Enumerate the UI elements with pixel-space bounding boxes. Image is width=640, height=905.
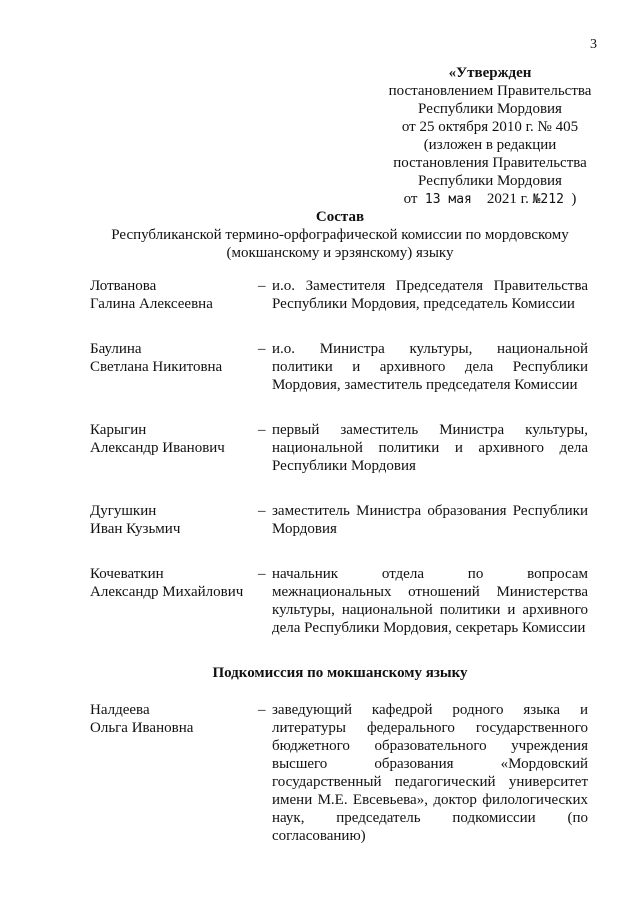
approval-block	[380, 64, 600, 209]
member-given-name: Галина Алексеевна	[90, 296, 213, 312]
member-role: первый заместитель Министра культуры, национальной политики и архивного дела Республики Мордовия	[272, 422, 588, 474]
member-surname: Дугушкин	[90, 503, 157, 519]
member-role: и.о. Министра культуры, национальной политики и архивного дела Республики Мордовия, заместитель председателя Комиссии	[272, 341, 588, 393]
approval-line: постановления Правительства	[393, 155, 587, 171]
dash: –	[258, 503, 266, 519]
member-role: заместитель Министра образования Республики Мордовия	[272, 503, 588, 537]
members-list	[90, 277, 590, 872]
dash: –	[258, 566, 266, 582]
member-name	[90, 502, 258, 538]
member-surname: Лотванова	[90, 278, 157, 294]
date-prefix: от	[403, 191, 418, 207]
approval-title: «Утвержден	[448, 65, 532, 81]
approval-line: от 25 октября 2010 г. № 405	[401, 119, 579, 135]
approval-line: (изложен в редакции	[423, 137, 557, 153]
member-given-name: Александр Михайлович	[90, 584, 244, 600]
approval-date-line	[380, 190, 600, 209]
member-row	[90, 502, 590, 538]
member-surname: Карыгин	[90, 422, 147, 438]
member-name	[90, 421, 258, 475]
heading-subtitle: Республиканской термино-орфографической комиссии по мордовскому	[111, 227, 569, 243]
member-given-name: Ольга Ивановна	[90, 720, 194, 736]
page-number: 3	[590, 37, 597, 52]
member-given-name: Александр Иванович	[90, 440, 225, 456]
member-name	[90, 701, 258, 845]
member-row	[90, 277, 590, 313]
member-name	[90, 340, 258, 394]
document-heading	[90, 208, 590, 262]
date-day-month: 13 мая	[424, 192, 472, 207]
dash: –	[258, 278, 266, 294]
member-row	[90, 565, 590, 637]
member-role: начальник отдела по вопросам межнациональных отношений Министерства культуры, национальной политики и архивного дела Республики Мордовия, секретарь Комиссии	[272, 566, 588, 636]
heading-title: Состав	[315, 209, 365, 225]
member-name	[90, 565, 258, 637]
dash: –	[258, 341, 266, 357]
approval-line: Республики Мордовия	[418, 173, 562, 189]
member-row	[90, 701, 590, 845]
member-row	[90, 421, 590, 475]
member-surname: Налдеева	[90, 702, 150, 718]
member-row	[90, 340, 590, 394]
dash: –	[258, 422, 266, 438]
approval-line: Республики Мордовия	[418, 101, 562, 117]
approval-line: постановлением Правительства	[388, 83, 592, 99]
date-number: №212	[532, 192, 564, 207]
member-given-name: Иван Кузьмич	[90, 521, 181, 537]
member-surname: Баулина	[90, 341, 142, 357]
dash: –	[258, 702, 266, 718]
member-name	[90, 277, 258, 313]
member-surname: Кочеваткин	[90, 566, 164, 582]
heading-subtitle: (мокшанскому и эрзянскому) языку	[226, 245, 454, 261]
subcommittee-title: Подкомиссия по мокшанскому языку	[212, 665, 468, 681]
date-suffix: )	[571, 191, 577, 207]
member-given-name: Светлана Никитовна	[90, 359, 223, 375]
date-year: 2021 г.	[486, 191, 529, 207]
member-role: и.о. Заместителя Председателя Правительства Республики Мордовия, председатель Комиссии	[272, 278, 588, 312]
member-role: заведующий кафедрой родного языка и литературы федерального государственного бюджетного образовательного учреждения высшего образования «Мордовский государственный педагогический университет имени М.Е. Евсевьева», доктор филологических наук, председатель подкомиссии (по согласованию)	[272, 702, 588, 844]
